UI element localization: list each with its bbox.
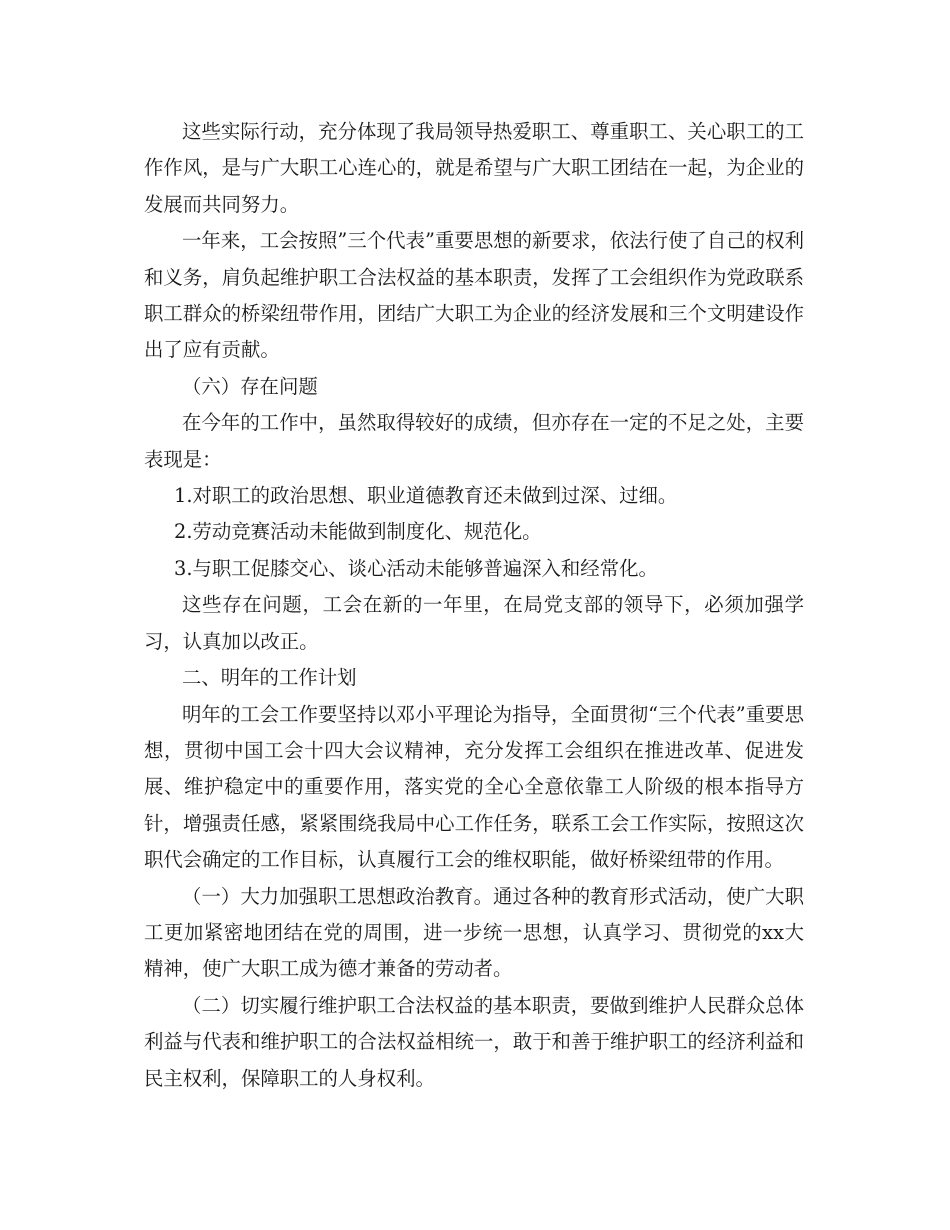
list-item-problem-1: 1.对职工的政治思想、职业道德教育还未做到过深、过细。 — [174, 484, 678, 508]
paragraph-plan-item-1: （一）大力加强职工思想政治教育。通过各种的教育形式活动，使广大职工更加紧密地团结在党的周围，进一步统一思想，认真学习、贯彻党的xx大精神，使广大职工成为德才兼备的劳动者。 — [144, 884, 804, 981]
paragraph-actions-summary: 这些实际行动，充分体现了我局领导热爱职工、尊重职工、关心职工的工作作风，是与广大职工心连心的，就是希望与广大职工团结在一起，为企业的发展而共同努力。 — [144, 120, 804, 216]
paragraph-problems-conclusion: 这些存在问题，工会在新的一年里，在局党支部的领导下，必须加强学习，认真加以改正。 — [144, 593, 804, 653]
list-item-problem-3: 3.与职工促膝交心、谈心活动未能够普遍深入和经常化。 — [174, 556, 658, 580]
section-heading-problems: （六）存在问题 — [182, 374, 318, 398]
paragraph-plan-guidance: 明年的工会工作要坚持以邓小平理论为指导，全面贯彻“三个代表”重要思想，贯彻中国工会十四大会议精神，充分发挥工会组织在推进改革、促进发展、维护稳定中的重要作用，落实党的全心全意依靠工人阶级的根本指导方针，增强责任感，紧紧围绕我局中心工作任务，联系工会工作实际，按照这次职代会确定的工作目标，认真履行工会的维权职能，做好桥梁纽带的作用。 — [144, 702, 804, 872]
paragraph-plan-item-2: （二）切实履行维护职工合法权益的基本职责，要做到维护人民群众总体利益与代表和维护职工的合法权益相统一，敢于和善于维护职工的经济利益和民主权利，保障职工的人身权利。 — [144, 993, 804, 1090]
paragraph-year-review: 一年来，工会按照”三个代表”重要思想的新要求，依法行使了自己的权利和义务，肩负起维护职工合法权益的基本职责，发挥了工会组织作为党政联系职工群众的桥梁纽带作用，团结广大职工为企业的经济发展和三个文明建设作出了应有贡献。 — [144, 229, 804, 362]
paragraph-problems-intro: 在今年的工作中，虽然取得较好的成绩，但亦存在一定的不足之处，主要表现是： — [144, 411, 804, 471]
document-body — [144, 114, 804, 1097]
list-item-problem-2: 2.劳动竞赛活动未能做到制度化、规范化。 — [174, 520, 542, 544]
section-heading-next-year-plan: 二、明年的工作计划 — [182, 666, 357, 690]
